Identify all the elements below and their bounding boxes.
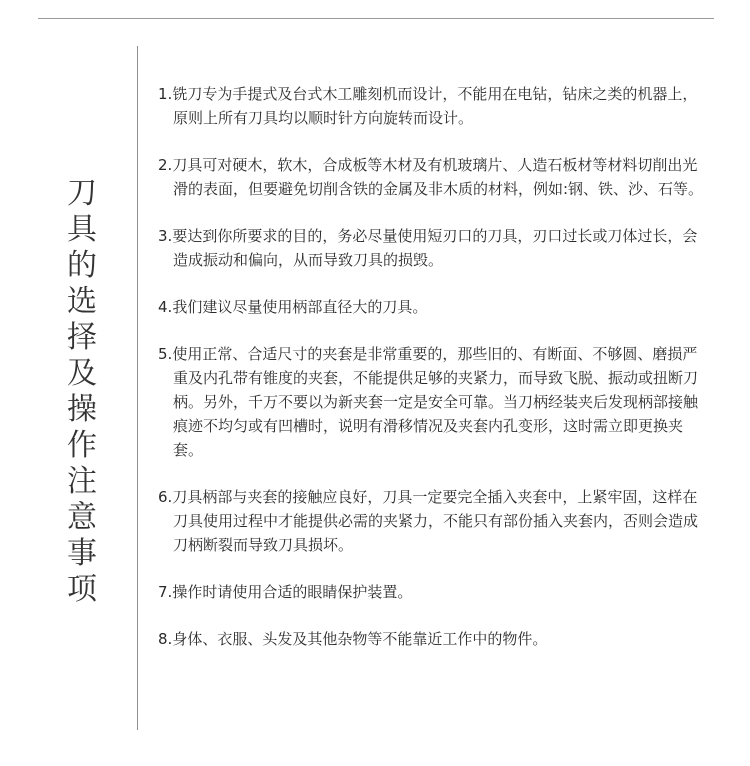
- note-item-3: [158, 224, 708, 272]
- note-text: 身体、衣服、头发及其他杂物等不能靠近工作中的物件。: [172, 630, 548, 648]
- top-divider: [38, 18, 714, 19]
- vertical-divider: [137, 46, 138, 730]
- note-text: 我们建议尽量使用柄部直径大的刀具。: [172, 298, 428, 316]
- title-char: 的: [67, 248, 97, 283]
- note-text: 要达到你所要求的目的，务必尽量使用短刃口的刀具，刃口过长或刀体过长，会造成振动和偏向，从而导致刀具的损毁。: [172, 227, 698, 269]
- title-char: 择: [67, 320, 97, 355]
- note-number: 4.: [158, 298, 173, 316]
- note-text: 操作时请使用合适的眼睛保护装置。: [172, 583, 413, 601]
- title-char: 具: [67, 212, 97, 247]
- title-char: 操: [67, 392, 97, 427]
- title-char: 选: [67, 284, 97, 319]
- title-char: 及: [67, 356, 97, 391]
- note-number: 3.: [158, 227, 173, 245]
- note-text: 刀具柄部与夹套的接触应良好，刀具一定要完全插入夹套中，上紧牢固，这样在刀具使用过程中才能提供必需的夹紧力，不能只有部份插入夹套内，否则会造成刀柄断裂而导致刀具损坏。: [172, 488, 699, 554]
- note-item-1: [158, 82, 708, 130]
- note-text: 刀具可对硬木，软木，合成板等木材及有机玻璃片、人造石板材等材料切削出光滑的表面，但要避免切削含铁的金属及非木质的材料，例如:钢、铁、沙、石等。: [172, 156, 704, 198]
- note-text: 使用正常、合适尺寸的夹套是非常重要的，那些旧的、有断面、不够圆、磨损严重及内孔带有锥度的夹套，不能提供足够的夹紧力，而导致飞脱、振动或扭断刀柄。另外，千万不要以为新夹套一定是安全可靠。当刀柄经装夹后发现柄部接触痕迹不均匀或有凹槽时，说明有滑移情况及夹套内孔变形，这时需立即更换夹套。: [172, 345, 699, 459]
- note-number: 8.: [158, 630, 173, 648]
- note-item-2: [158, 153, 708, 201]
- note-text: 铣刀专为手提式及台式木工雕刻机而设计，不能用在电钻，钻床之类的机器上，原则上所有刀具均以顺时针方向旋转而设计。: [172, 85, 698, 127]
- title-char: 注: [67, 464, 97, 499]
- title-char: 作: [67, 428, 97, 463]
- note-number: 2.: [158, 156, 173, 174]
- title-char: 事: [67, 536, 97, 571]
- title-char: 刀: [67, 176, 97, 211]
- note-number: 1.: [158, 85, 173, 103]
- title-char: 意: [67, 500, 97, 535]
- note-item-5: [158, 342, 708, 462]
- note-item-7: [158, 580, 708, 604]
- note-item-4: [158, 295, 708, 319]
- vertical-title: [62, 176, 102, 608]
- notes-list: [158, 82, 708, 651]
- note-item-8: [158, 627, 708, 651]
- note-number: 5.: [158, 345, 173, 363]
- note-number: 6.: [158, 488, 173, 506]
- note-number: 7.: [158, 583, 173, 601]
- title-char: 项: [67, 572, 97, 607]
- note-item-6: [158, 485, 708, 557]
